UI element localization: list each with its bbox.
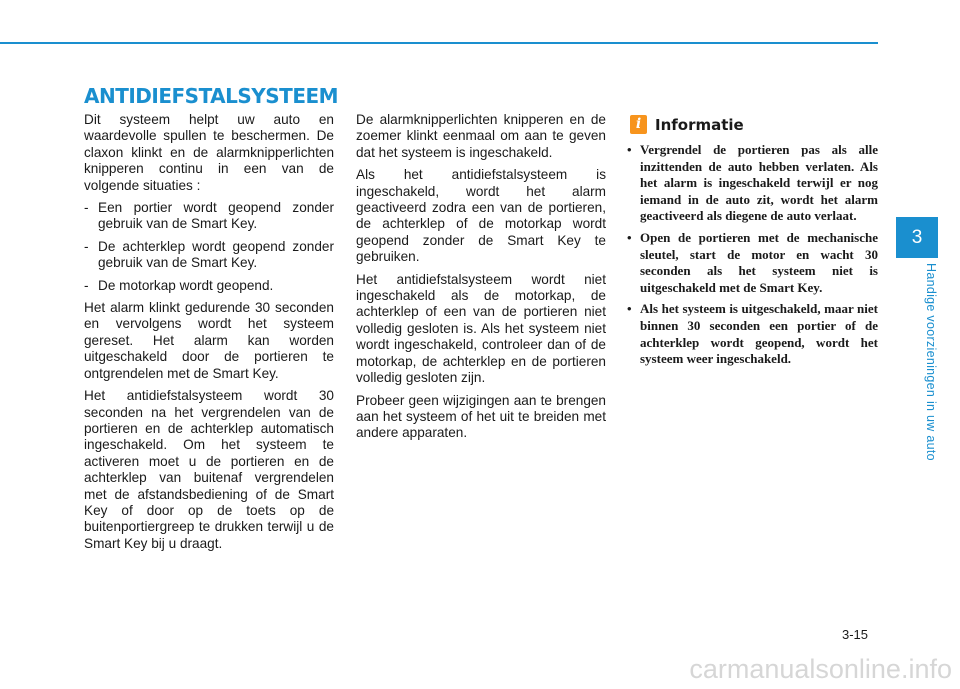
bullet-marker: • <box>627 142 632 157</box>
info-item-text: Als het systeem is uitgeschakeld, maar niet binnen 30 seconden een portier of de achterklep wordt geopend, wordt het systeem weer ingeschakeld. <box>640 301 878 367</box>
chapter-number-tab: 3 <box>896 217 938 258</box>
top-rule <box>0 42 878 44</box>
list-item-text: Een portier wordt geopend zonder gebruik van de Smart Key. <box>98 200 334 232</box>
info-item-text: Vergrendel de portieren pas als alle inzittenden de auto hebben verlaten. Als het alarm is ingeschakeld terwijl er nog iemand in de auto zit, wordt het alarm geactiveerd als diegene de auto verlaat. <box>640 142 878 224</box>
list-item <box>84 200 334 233</box>
bullet-marker: • <box>627 229 632 245</box>
info-item <box>624 230 878 296</box>
trigger-paragraph: Als het antidiefstalsysteem is ingeschakeld, wordt het alarm geactiveerd zodra een van de portieren, de achterklep of de motorkap wordt geopend zonder de Smart Key te gebruiken. <box>356 167 606 265</box>
section-title: ANTIDIEFSTALSYSTEEM <box>84 84 339 108</box>
dash-marker: - <box>84 200 89 216</box>
alarm-duration-paragraph: Het alarm klinkt gedurende 30 seconden en vervolgens wordt het systeem gereset. Het alarm kan worden uitgeschakeld door de portieren te ontgrendelen met de Smart Key. <box>84 300 334 381</box>
list-item-text: De achterklep wordt geopend zonder gebruik van de Smart Key. <box>98 238 334 271</box>
info-item-text: Open de portieren met de mechanische sleutel, start de motor en wacht 30 seconden als het systeem niet is uitgeschakeld met de Smart Key. <box>640 229 878 295</box>
intro-paragraph: Dit systeem helpt uw auto en waardevolle spullen te beschermen. De claxon klinkt en de alarmknipperlichten knipperen continu in een van de volgende situaties : <box>84 112 334 193</box>
info-title: Informatie <box>655 115 744 134</box>
info-item <box>624 301 878 367</box>
info-header <box>630 115 744 134</box>
text-column-1 <box>84 112 334 558</box>
list-item <box>84 278 334 294</box>
dash-marker: - <box>84 238 89 254</box>
trigger-list <box>84 200 334 294</box>
chapter-title: Handige voorzieningen in uw auto <box>924 263 938 461</box>
list-item-text: De motorkap wordt geopend. <box>98 277 274 293</box>
watermark-text: carmanualsonline.info <box>689 654 952 684</box>
info-list <box>624 142 878 373</box>
page-number: 3-15 <box>842 627 869 642</box>
not-armed-paragraph: Het antidiefstalsysteem wordt niet ingeschakeld als de motorkap, de achterklep of een van de portieren niet volledig gesloten is. Als het systeem niet wordt ingeschakeld, controleer dan of de motorkap, de achterklep en de portieren volledig gesloten zijn. <box>356 271 606 386</box>
activation-paragraph: Het antidiefstalsysteem wordt 30 seconden na het vergrendelen van de portieren en de achterklep automatisch ingeschakeld. Om het systeem te activeren moet u de portieren en de achterklep van buitenaf vergrendelen met de afstandsbediening of de Smart Key of door op de toets op de buitenportiergreep te drukken terwijl u de Smart Key bij u draagt. <box>84 388 334 551</box>
list-item <box>84 239 334 272</box>
text-column-2 <box>356 112 606 448</box>
info-item <box>624 142 878 225</box>
bullet-marker: • <box>627 301 632 317</box>
indicator-paragraph: De alarmknipperlichten knipperen en de zoemer klinkt eenmaal om aan te geven dat het systeem is ingeschakeld. <box>356 112 606 160</box>
warning-paragraph: Probeer geen wijzigingen aan te brengen aan het systeem of het uit te breiden met andere apparaten. <box>356 392 606 441</box>
watermark <box>0 654 960 685</box>
info-icon: i <box>630 115 647 134</box>
dash-marker: - <box>84 277 89 293</box>
